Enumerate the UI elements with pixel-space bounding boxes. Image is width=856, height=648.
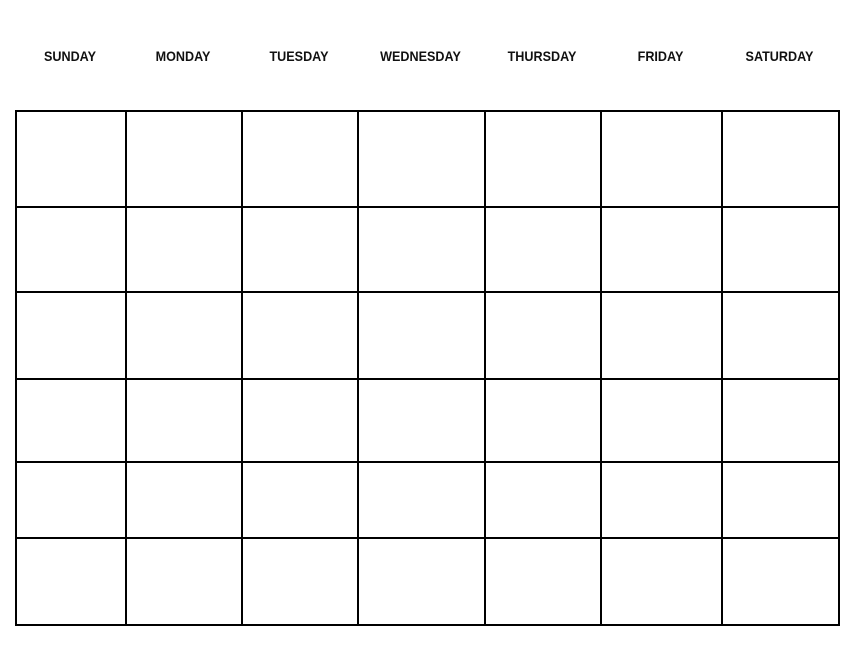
day-cell[interactable]: [127, 380, 241, 461]
day-cell[interactable]: [486, 463, 600, 537]
day-cell[interactable]: [127, 463, 241, 537]
day-cell[interactable]: [359, 293, 484, 378]
day-cell[interactable]: [486, 112, 600, 206]
day-cell[interactable]: [602, 208, 721, 291]
day-cell[interactable]: [602, 380, 721, 461]
day-cell[interactable]: [243, 293, 357, 378]
day-cell[interactable]: [17, 539, 125, 624]
day-cell[interactable]: [723, 112, 838, 206]
grid-row-divider: [15, 624, 840, 626]
day-cell[interactable]: [359, 112, 484, 206]
day-cell[interactable]: [602, 539, 721, 624]
weekday-header-monday: MONDAY: [155, 48, 211, 64]
day-cell[interactable]: [243, 463, 357, 537]
weekday-header-saturday: SATURDAY: [745, 48, 814, 64]
day-cell[interactable]: [359, 539, 484, 624]
day-cell[interactable]: [243, 112, 357, 206]
weekday-header-wednesday: WEDNESDAY: [380, 48, 461, 64]
day-cell[interactable]: [127, 293, 241, 378]
day-cell[interactable]: [127, 208, 241, 291]
weekday-header-sunday: SUNDAY: [43, 48, 97, 64]
day-cell[interactable]: [723, 293, 838, 378]
day-cell[interactable]: [17, 380, 125, 461]
day-cell[interactable]: [486, 539, 600, 624]
day-cell[interactable]: [602, 293, 721, 378]
day-cell[interactable]: [723, 463, 838, 537]
weekday-header-thursday: THURSDAY: [507, 48, 577, 64]
weekday-header-friday: FRIDAY: [637, 48, 684, 64]
day-cell[interactable]: [723, 208, 838, 291]
day-cell[interactable]: [723, 539, 838, 624]
day-cell[interactable]: [359, 208, 484, 291]
day-cell[interactable]: [17, 293, 125, 378]
day-cell[interactable]: [243, 208, 357, 291]
day-cell[interactable]: [127, 112, 241, 206]
day-cell[interactable]: [243, 380, 357, 461]
day-cell[interactable]: [127, 539, 241, 624]
day-cell[interactable]: [602, 463, 721, 537]
day-cell[interactable]: [17, 463, 125, 537]
day-cell[interactable]: [486, 293, 600, 378]
day-cell[interactable]: [359, 380, 484, 461]
day-cell[interactable]: [486, 380, 600, 461]
grid-column-divider: [838, 110, 840, 626]
day-cell[interactable]: [243, 539, 357, 624]
day-cell[interactable]: [17, 208, 125, 291]
day-cell[interactable]: [486, 208, 600, 291]
day-cell[interactable]: [17, 112, 125, 206]
day-cell[interactable]: [723, 380, 838, 461]
day-cell[interactable]: [602, 112, 721, 206]
weekday-header-tuesday: TUESDAY: [269, 48, 329, 64]
day-cell[interactable]: [359, 463, 484, 537]
